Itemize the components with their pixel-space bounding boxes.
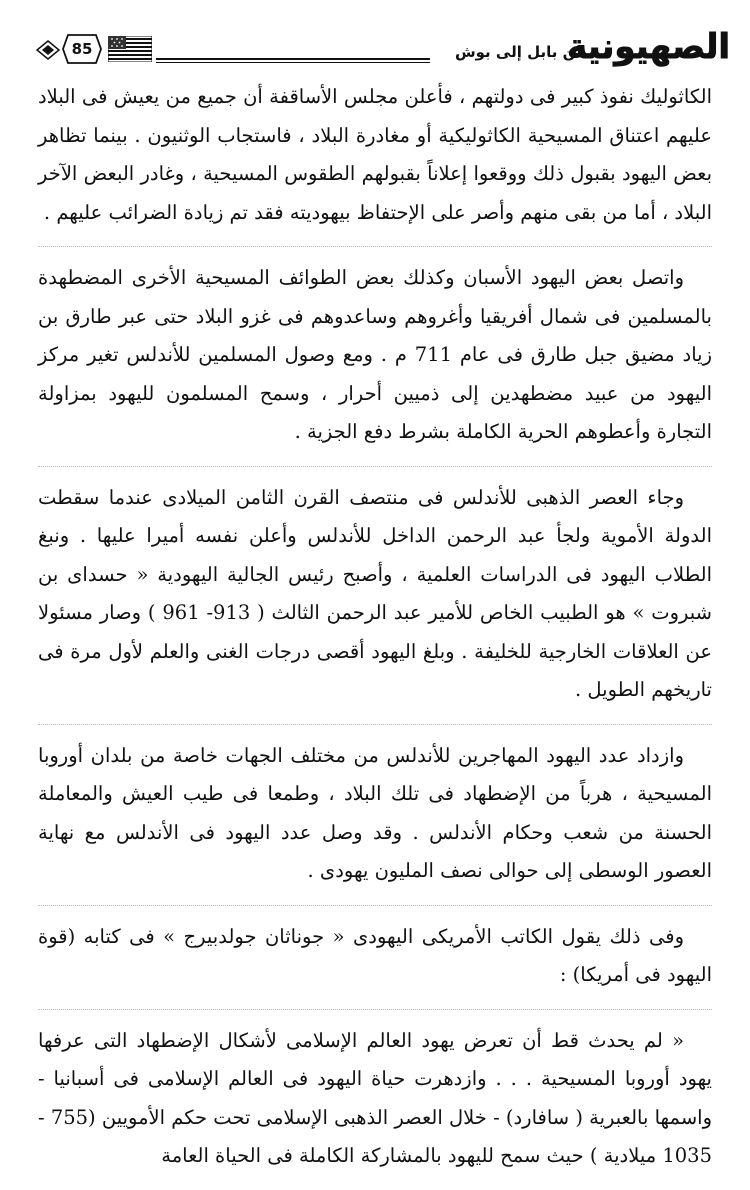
paragraph-divider bbox=[38, 905, 712, 906]
paragraph-divider bbox=[38, 466, 712, 467]
paragraph-divider bbox=[38, 1009, 712, 1010]
paragraph-5: وفى ذلك يقول الكاتب الأمريكى اليهودى « جوناثان جولدبيرج » فى كتابه (قوة اليهود فى أمريكا) : bbox=[38, 924, 712, 986]
paragraph-6-quote: « لم يحدث قط أن تعرض يهود العالم الإسلامى لأشكال الإضطهاد التى عرفها يهود أوروبا المسيحية . . . وازدهرت حياة اليهود فى العالم الإسلامى فى أسبانيا - واسمها بالعبرية ( سافارد) - خلال العصر الذهبى الإسلامى تحت حكم الأمويين (755 - 1035 ميلادية ) حيث سمح لليهود بالمشاركة الكاملة فى الحياة العامة bbox=[38, 1028, 712, 1167]
page-body bbox=[38, 78, 712, 1190]
header-rule bbox=[156, 58, 430, 63]
page-number-badge bbox=[62, 34, 102, 64]
page-number: 85 bbox=[71, 40, 93, 58]
book-subtitle: .. من بابل إلى بوش bbox=[454, 43, 602, 61]
page-header bbox=[36, 24, 730, 74]
paragraph-divider bbox=[38, 724, 712, 725]
paragraph-3: وجاء العصر الذهبى للأندلس فى منتصف القرن الثامن الميلادى عندما سقطت الدولة الأموية ولجأ عبد الرحمن الداخل للأندلس وأعلن نفسه أميرا عليها . ونبغ الطلاب اليهود فى الدراسات العلمية ، وأصبح رئيس الجالية اليهودية « حسداى بن شبروت » هو الطبيب الخاص للأمير عبد الرحمن الثالث ( 913- 961 ) وصار مسئولا عن العلاقات الخارجية للخليفة . وبلغ اليهود أقصى درجات الغنى والعلم لأول مرة فى تاريخهم الطويل . bbox=[38, 485, 712, 701]
paragraph-4: وازداد عدد اليهود المهاجرين للأندلس من مختلف الجهات خاصة من بلدان أوروبا المسيحية ، هرباً من الإضطهاد فى تلك البلاد ، وطمعا فى طيب العيش والمعاملة الحسنة من شعب وحكام الأندلس . وقد وصل عدد اليهود فى الأندلس مع نهاية العصور الوسطى إلى حوالى نصف المليون يهودى . bbox=[38, 743, 712, 882]
us-flag-icon bbox=[108, 36, 152, 62]
book-title: الصهيونية bbox=[567, 27, 730, 67]
paragraph-divider bbox=[38, 246, 712, 247]
paragraph-2: واتصل بعض اليهود الأسبان وكذلك بعض الطوائف المسيحية الأخرى المضطهدة بالمسلمين فى شمال أفريقيا وأغروهم وساعدوهم فى غزو البلاد حتى عبر طارق بن زياد مضيق جبل طارق فى عام 711 م . ومع وصول المسلمين للأندلس تغير مركز اليهود من عبيد مضطهدين إلى ذميين أحرار ، وسمح المسلمون لليهود بمزاولة التجارة وأعطوهم الحرية الكاملة بشرط دفع الجزية . bbox=[38, 266, 712, 443]
paragraph-1: الكاثوليك نفوذ كبير فى دولتهم ، فأعلن مجلس الأساقفة أن جميع من يعيش فى البلاد عليهم اعتناق المسيحية الكاثوليكية أو مغادرة البلاد ، فاستجاب الوثنيون . بينما تظاهر بعض اليهود بقبول ذلك ووقعوا إعلاناً بقبولهم الطقوس المسيحية ، وغادر البعض الآخر البلاد ، أما من بقى منهم وأصر على الإحتفاظ بيهوديته فقد تم زيادة الضرائب عليهم . bbox=[38, 85, 712, 224]
diamond-ornament-icon bbox=[36, 40, 60, 60]
